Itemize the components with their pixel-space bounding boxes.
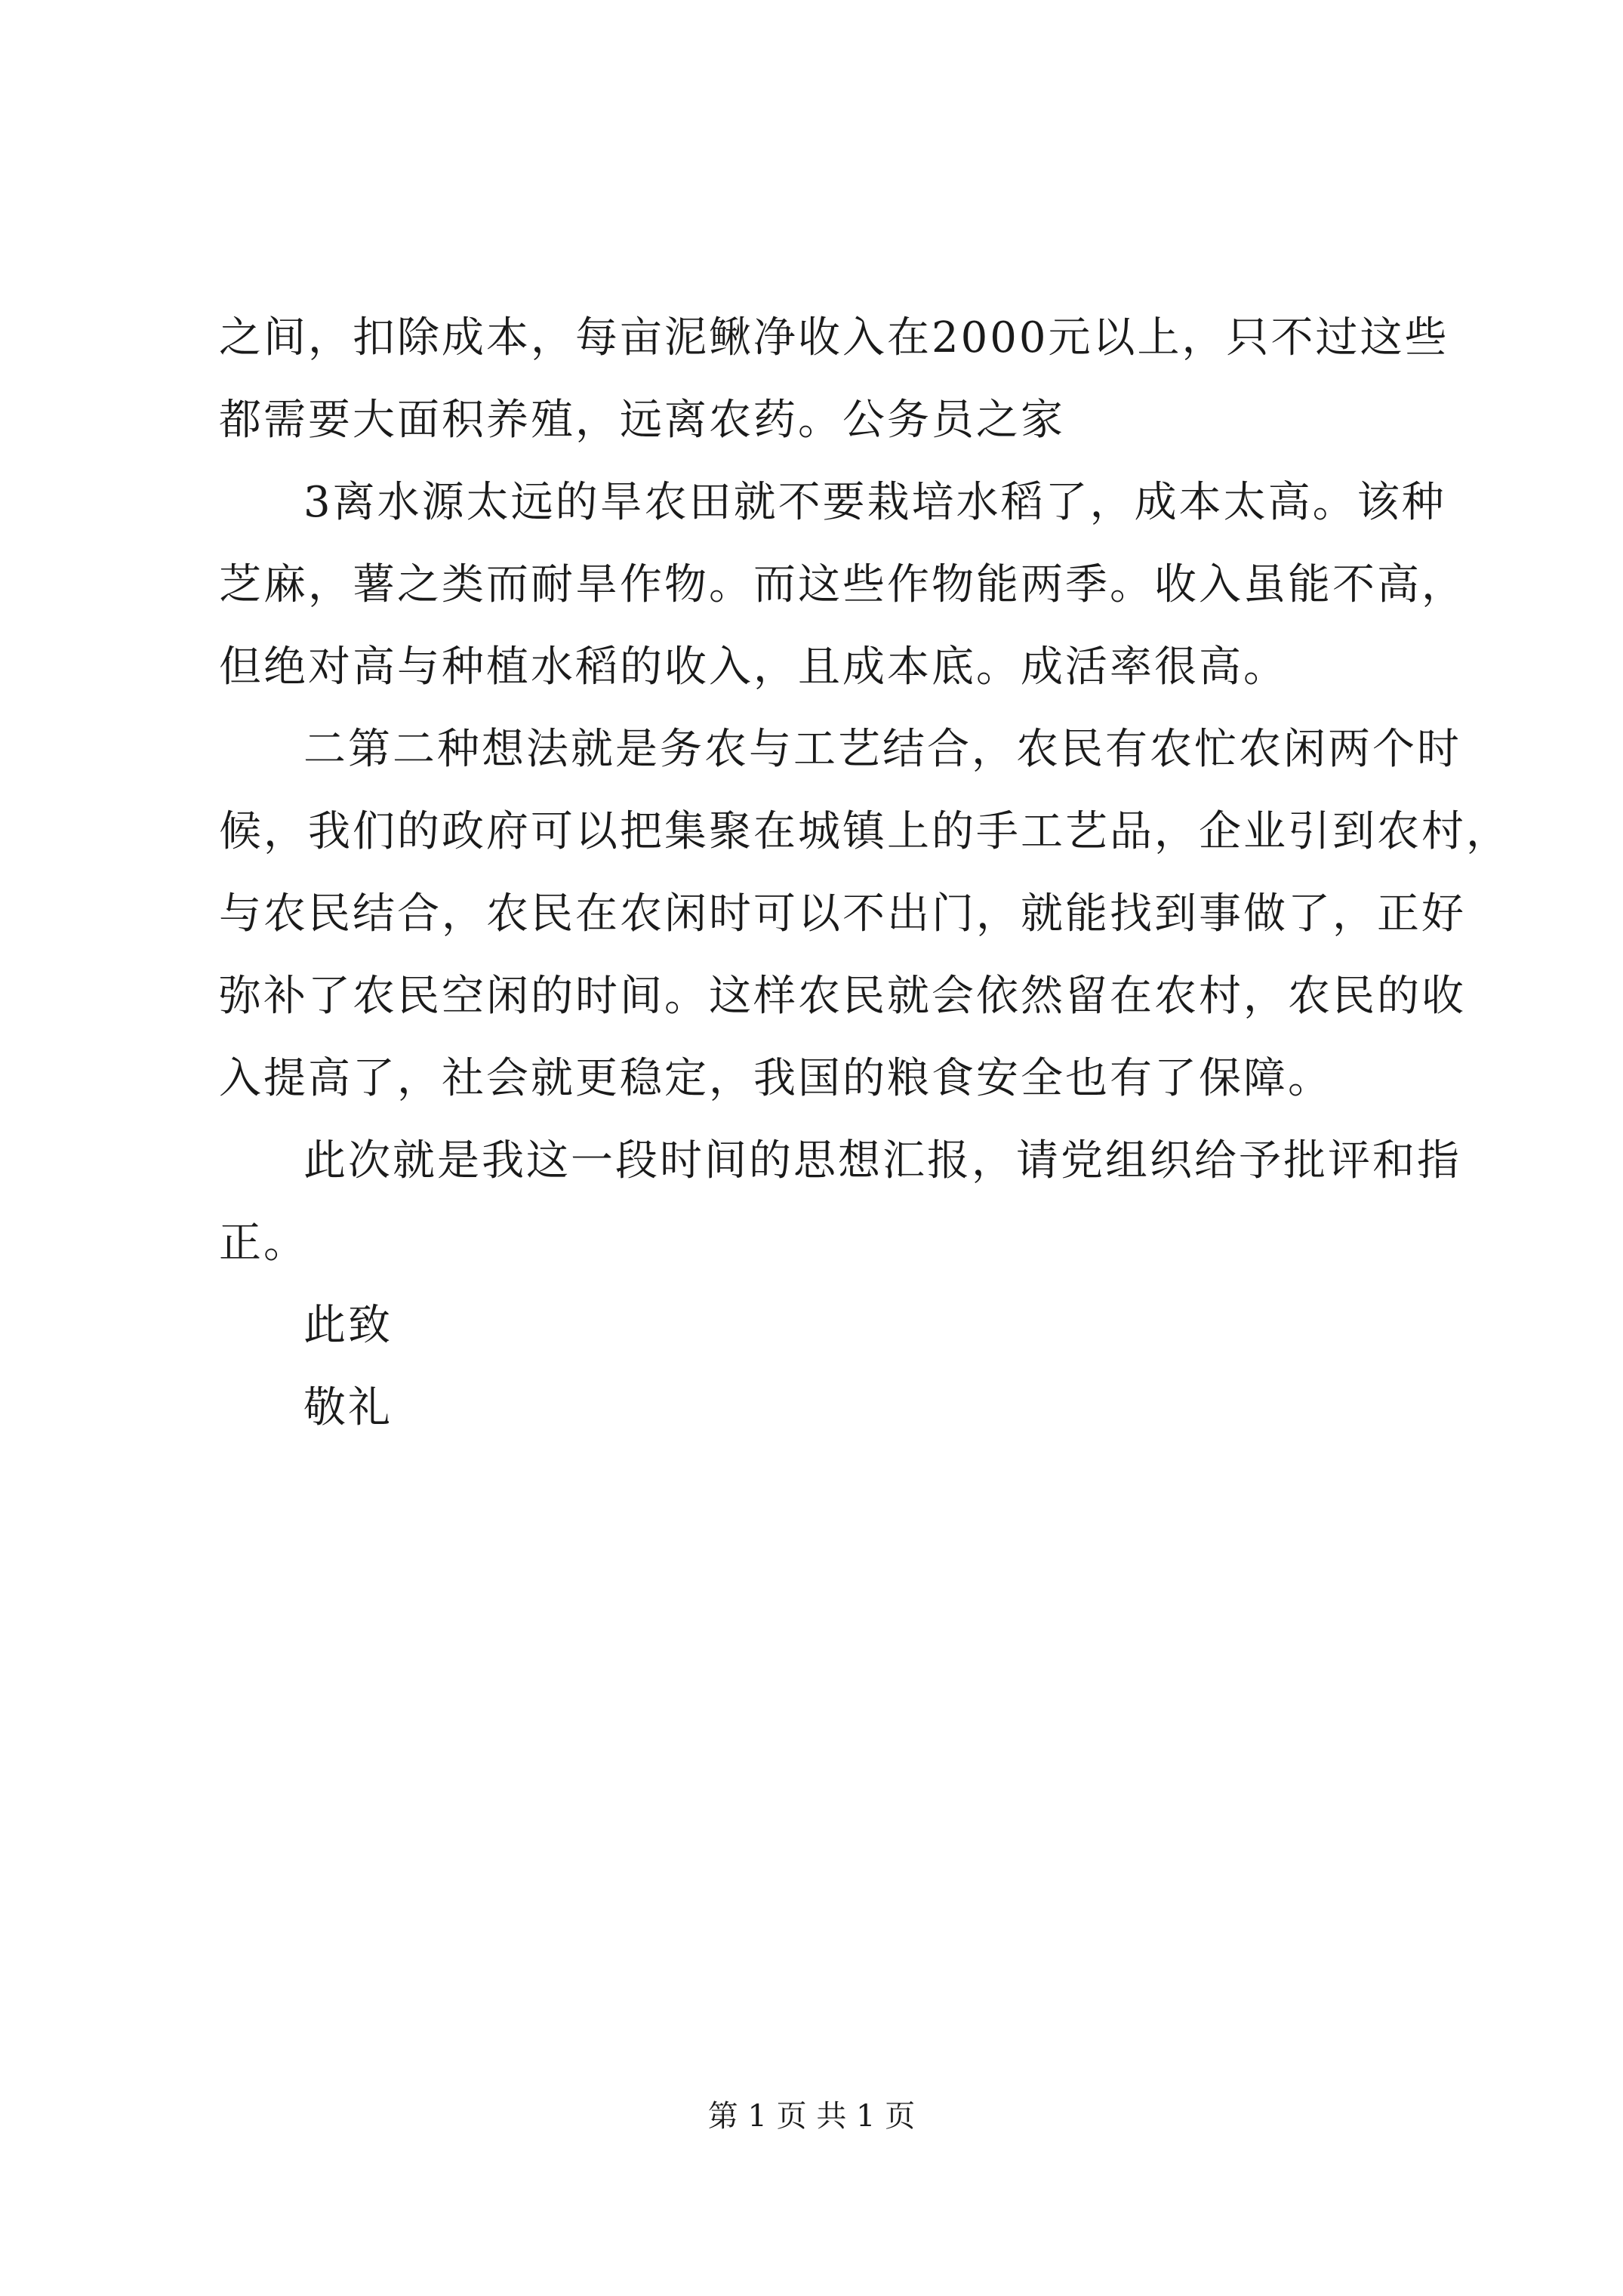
- body-line-11: 此次就是我这一段时间的思想汇报，请党组织给予批评和指: [303, 1136, 1461, 1185]
- body-line-10: 入提高了，社会就更稳定，我国的粮食安全也有了保障。: [219, 1054, 1332, 1103]
- page-number-footer: 第 1 页 共 1 页: [707, 2099, 916, 2134]
- body-line-3: 3离水源太远的旱农田就不要栽培水稻了，成本太高。该种: [303, 478, 1446, 527]
- body-line-2: 都需要大面积养殖，远离农药。公务员之家: [219, 396, 1065, 445]
- body-line-8: 与农民结合，农民在农闲时可以不出门，就能找到事做了，正好: [219, 889, 1466, 938]
- body-line-7: 候，我们的政府可以把集聚在城镇上的手工艺品，企业引到农村，: [219, 807, 1511, 856]
- body-line-6: 二第二种想法就是务农与工艺结合，农民有农忙农闲两个时: [303, 725, 1461, 774]
- body-line-9: 弥补了农民空闲的时间。这样农民就会依然留在农村，农民的收: [219, 972, 1466, 1021]
- body-line-5: 但绝对高与种植水稻的收入，且成本底。成活率很高。: [219, 643, 1288, 692]
- body-line-12: 正。: [219, 1219, 308, 1268]
- salutation-line: 敬礼: [303, 1383, 393, 1432]
- closing-line: 此致: [303, 1301, 393, 1350]
- body-line-4: 芝麻，薯之类而耐旱作物。而这些作物能两季。收入虽能不高，: [219, 560, 1466, 609]
- body-line-1: 之间，扣除成本，每亩泥鳅净收入在2000元以上，只不过这些: [219, 313, 1449, 362]
